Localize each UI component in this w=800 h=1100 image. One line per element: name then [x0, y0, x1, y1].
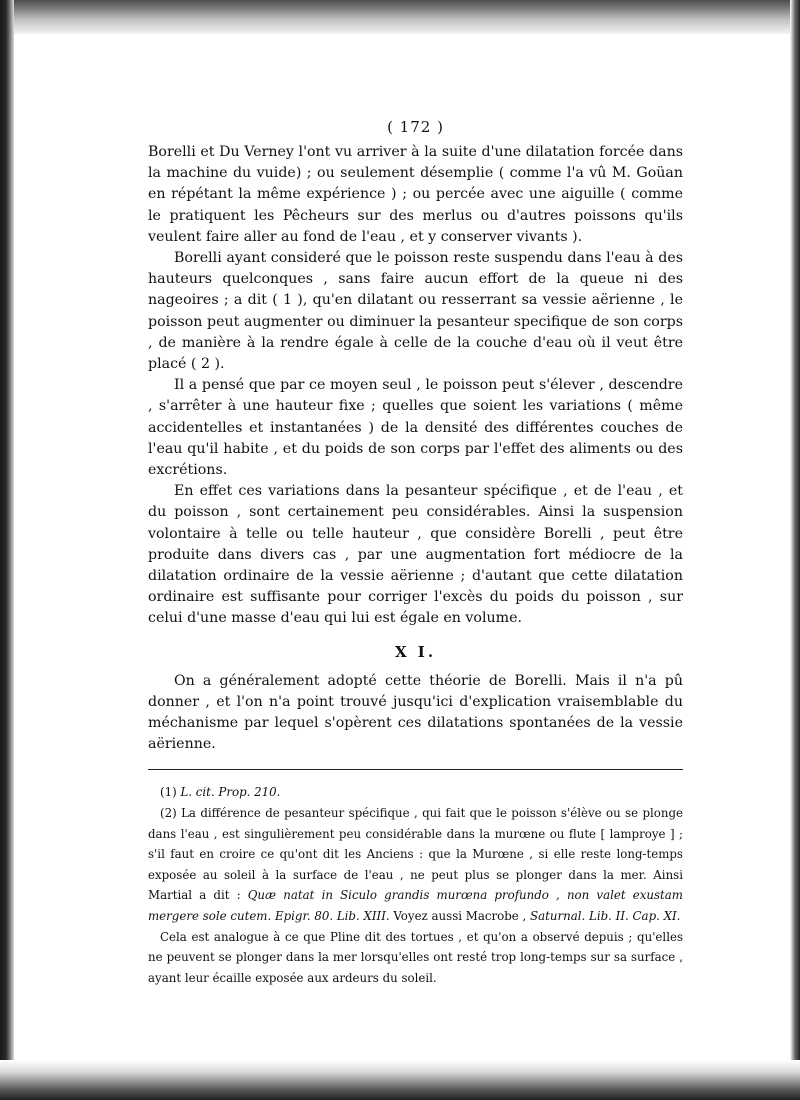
- scan-border-bottom: [0, 1060, 800, 1100]
- section-heading: X I.: [394, 642, 437, 661]
- scan-border-top: [0, 0, 800, 34]
- footnote-1-text: L. cit. Prop. 210.: [180, 785, 281, 800]
- footnote-2-quote: Quæ natat in Siculo grandis murœna profundo , non valet exustam mergere sole cutem.: [148, 888, 683, 924]
- footnote-2-text-a: La différence de pesanteur spécifique , qui fait que le poisson s'élève ou se plonge dans l'eau , est singulièrement peu considérable dans la murœne ou flute [ lamproye ] ; s'il faut en croire ce qu'ont dit les Anciens : que la Murœne , si elle reste long-temps exposée au soleil à la surface de l'eau , ne peut plus se plonger dans la mer. Ainsi Martial a dit :: [148, 806, 683, 903]
- footnote-2-continued: Cela est analogue à ce que Pline dit des tortues , et qu'on a observé depuis ; qu'elles ne peuvent se plonger dans la mer lorsqu'elles ont resté trop long-temps sur sa surface , ayant leur écaille exposée aux ardeurs du soleil.: [148, 929, 683, 985]
- body-paragraph-2: Borelli ayant consideré que le poisson reste suspendu dans l'eau à des hauteurs quelconques , sans faire aucun effort de la queue ni des nageoires ; a dit ( 1 ), qu'en dilatant ou resserrant sa vessie aërienne , le poisson peut augmenter ou diminuer la pesanteur specifique de son corps , de manière à la rendre égale à celle de la couche d'eau où il veut être placé ( 2 ).: [148, 250, 683, 373]
- footnote-1-marker: (1): [160, 785, 177, 800]
- body-paragraph-3: Il a pensé que par ce moyen seul , le poisson peut s'élever , descendre , s'arrêter à une hauteur fixe ; quelles que soient les variations ( même accidentelles et instantanées ) de la densité des différentes couches de l'eau qu'il habite , et du poids de son corps par l'effet des aliments ou des excrétions.: [148, 377, 683, 479]
- scan-border-right: [790, 0, 800, 1100]
- footnote-2-reference: Epigr. 80. Lib. XIII.: [274, 909, 390, 924]
- footnote-2-reference-2: Saturnal. Lib. II. Cap. XI.: [530, 909, 681, 924]
- document-page: [148, 118, 683, 988]
- footnotes: [148, 782, 683, 988]
- section-paragraph-1: On a généralement adopté cette théorie de Borelli. Mais il n'a pû donner , et l'on n'a point trouvé jusqu'ici d'explication vraisemblable du méchanisme par lequel s'opèrent ces dilatations spontanées de la vessie aërienne.: [148, 672, 683, 753]
- scan-border-left: [0, 0, 14, 1100]
- page-number: ( 172 ): [387, 118, 444, 136]
- body-paragraph-4: En effet ces variations dans la pesanteur spécifique , et de l'eau , et du poisson , sont certainement peu considérables. Ainsi la suspension volontaire à telle ou telle hauteur , que considère Borelli , peut être produite dans divers cas , par une augmentation fort médiocre de la dilatation ordinaire de la vessie aërienne ; d'autant que cette dilatation ordinaire est suffisante pour corriger l'excès du poids du poisson , sur celui d'une masse d'eau qui lui est égale en volume.: [148, 483, 683, 627]
- footnote-2-marker: (2): [160, 806, 177, 821]
- footnote-divider: [148, 769, 683, 770]
- footnote-2-text-b: Voyez aussi Macrobe ,: [393, 909, 527, 924]
- body-paragraph-1: Borelli et Du Verney l'ont vu arriver à la suite d'une dilatation forcée dans la machine du vuide) ; ou seulement désemplie ( comme l'a vû M. Goüan en répétant la même expérience ) ; ou percée avec une aiguille ( comme le pratiquent les Pêcheurs sur des merlus ou d'autres poissons qu'ils veulent faire aller au fond de l'eau , et y conserver vivants ).: [148, 144, 683, 245]
- footnote-2: [148, 803, 683, 927]
- footnote-1: [148, 782, 683, 803]
